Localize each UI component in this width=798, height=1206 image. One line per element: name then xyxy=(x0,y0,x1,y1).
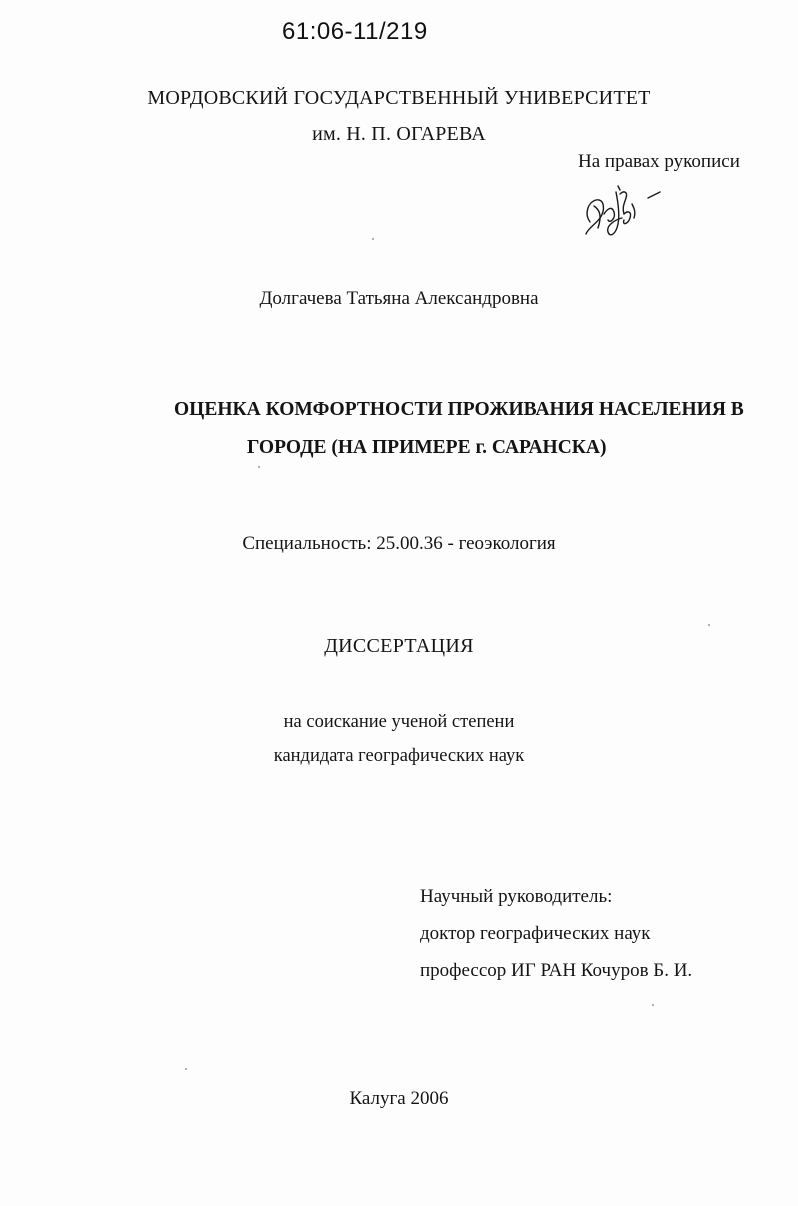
scan-speck xyxy=(372,238,374,240)
supervisor-name: профессор ИГ РАН Кочуров Б. И. xyxy=(420,960,693,981)
university-name-line-1: МОРДОВСКИЙ ГОСУДАРСТВЕННЫЙ УНИВЕРСИТЕТ xyxy=(147,87,651,109)
dissertation-title-line-2: ГОРОДЕ (НА ПРИМЕРЕ г. САРАНСКА) xyxy=(247,437,607,458)
scan-speck xyxy=(708,624,710,626)
supervisor-label: Научный руководитель: xyxy=(420,886,613,907)
scientific-supervisor xyxy=(420,878,692,989)
handwritten-signature-icon xyxy=(578,184,668,240)
degree-sought xyxy=(0,705,798,773)
manuscript-rights-note: На правах рукописи xyxy=(578,151,740,172)
scan-speck xyxy=(185,1068,187,1070)
catalog-number: 61:06-11/219 xyxy=(282,18,428,45)
scan-speck xyxy=(652,1004,654,1006)
document-type: ДИССЕРТАЦИЯ xyxy=(324,635,474,657)
dissertation-title-line-1: ОЦЕНКА КОМФОРТНОСТИ ПРОЖИВАНИЯ НАСЕЛЕНИЯ В xyxy=(174,399,744,420)
dissertation-title xyxy=(174,391,744,467)
university-name-line-2: им. Н. П. ОГАРЕВА xyxy=(312,123,486,145)
university-name xyxy=(0,80,798,152)
city-and-year: Калуга 2006 xyxy=(349,1088,449,1109)
supervisor-degree: доктор географических наук xyxy=(420,923,651,944)
scan-speck xyxy=(258,466,260,468)
degree-line-2: кандидата географических наук xyxy=(273,746,525,766)
author-name: Долгачева Татьяна Александровна xyxy=(259,288,539,309)
specialty: Специальность: 25.00.36 - геоэкология xyxy=(242,533,556,554)
degree-line-1: на соискание ученой степени xyxy=(283,712,515,732)
